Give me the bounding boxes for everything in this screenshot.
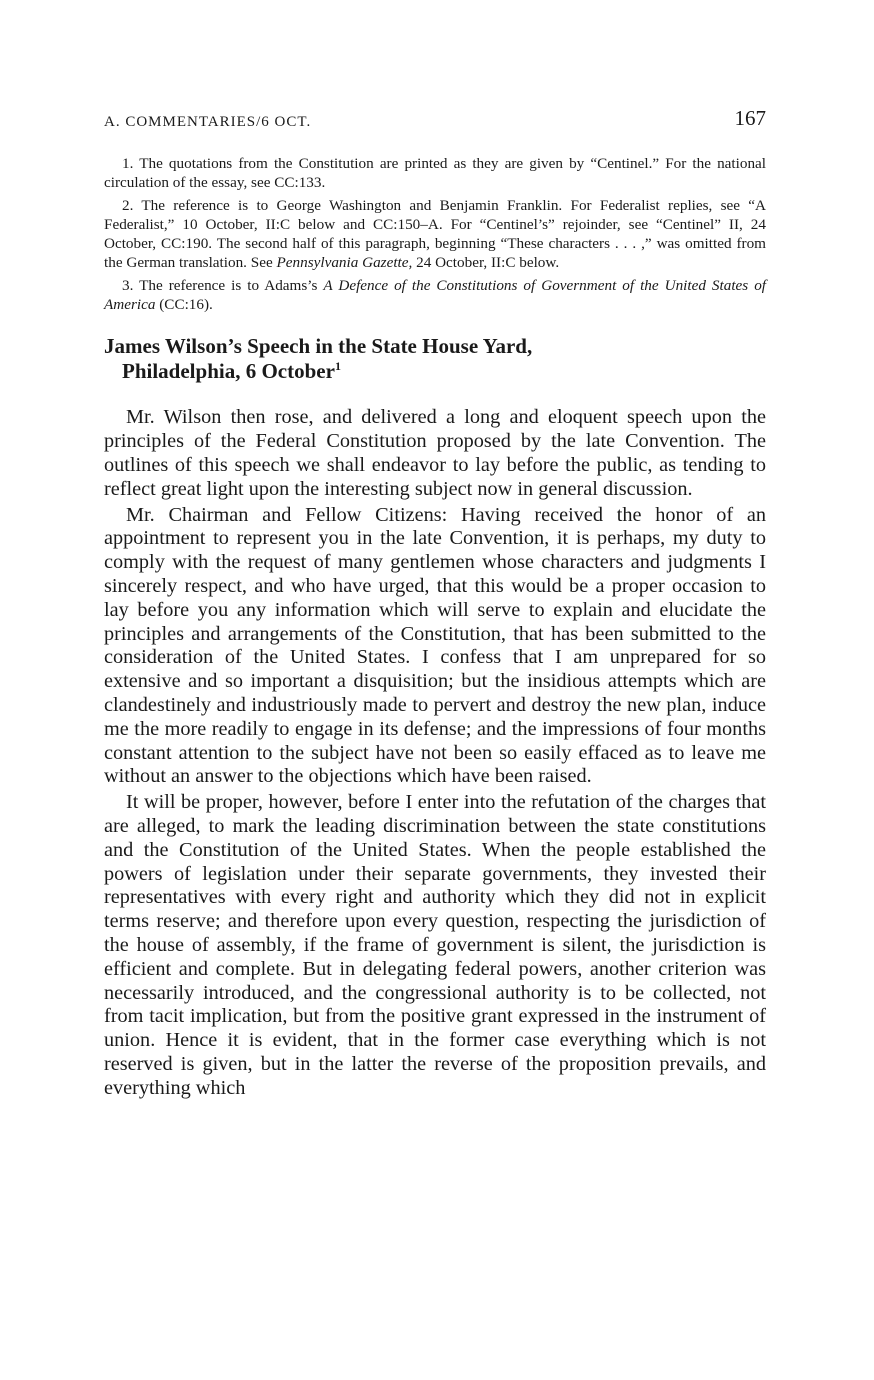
footnote-3 (104, 276, 766, 315)
body-paragraph-3: It will be proper, however, before I enter into the refutation of the charges that are alleged, to mark the leading discrimination between the state constitutions and the Constitution of the United States. When the people established the powers of legislation under their separate governments, they invested their representatives with every right and authority which they did not in explicit terms reserve; and therefore upon every question, respecting the jurisdiction of the house of assembly, if the frame of government is silent, the jurisdiction is efficient and complete. But in delegating federal powers, another criterion was necessarily introduced, and the congressional authority is to be collected, not from tacit implication, but from the positive grant expressed in the instrument of union. Hence it is evident, that in the former case everything which is not reserved is given, but in the latter the reverse of the proposition prevails, and everything which (104, 791, 766, 1099)
heading-line-1: James Wilson’s Speech in the State House Yard, (104, 334, 533, 359)
body-paragraph-2: Mr. Chairman and Fellow Citizens: Having received the honor of an appointment to represent you in the late Convention, it is perhaps, my duty to comply with the request of many gentlemen whose characters and judgments I sincerely respect, and who have urged, that this would be a proper occasion to lay before you any information which will serve to explain and elucidate the principles and arrangements of the Constitution, that has been submitted to the consideration of the United States. I confess that I am unprepared for so extensive and so important a disquisition; but the insidious attempts which are clandestinely and industriously made to pervert and destroy the new plan, induce me the more readily to engage in its defense; and the impressions of four months constant attention to the subject have not been so easily effaced as to leave me without an answer to the objections which have been raised. (104, 503, 766, 788)
footnotes (104, 154, 766, 314)
page (104, 104, 766, 1102)
footnote-italic-title: Pennsylvania Gazette, (276, 254, 413, 272)
footnote-1 (104, 154, 766, 193)
running-head-section: A. COMMENTARIES/6 OCT. (104, 114, 312, 130)
footnote-text: 1. The quotations from the Constitution are printed as they are given by “Centinel.” For the national circulation of the essay, see CC:133. (104, 155, 766, 192)
heading-note-ref: 1 (334, 359, 341, 374)
body-paragraph-1: Mr. Wilson then rose, and delivered a long and eloquent speech upon the principles of the Federal Constitution proposed by the late Convention. The outlines of this speech we shall endeavor to lay before the public, as tending to reflect great light upon the interesting subject now in general discussion. (104, 406, 766, 500)
heading-line-2-text: Philadelphia, 6 October (122, 359, 335, 384)
heading-line-2 (104, 359, 766, 384)
footnote-text: (CC:16). (155, 296, 213, 314)
footnote-text: 2. The reference is to George Washington and Benjamin Franklin. For Federalist replies, see “A Federalist,” 10 October, II:C below and CC:150–A. For “Centinel’s” rejoinder, see “Centinel” II, 24 October, CC:190. The second half of this paragraph, beginning “These characters . . . ,” was omitted from the German translation. See (104, 196, 766, 272)
page-number: 167 (734, 106, 766, 130)
footnote-text: 24 October, II:C below. (412, 254, 560, 272)
body-text (104, 406, 766, 1100)
footnote-text: 3. The reference is to Adams’s (122, 276, 324, 294)
running-head (104, 104, 766, 138)
footnote-2 (104, 196, 766, 273)
footnote-italic-title: A Defence of the Constitutions of Government of the United States of America (104, 276, 767, 314)
document-heading (104, 334, 766, 384)
